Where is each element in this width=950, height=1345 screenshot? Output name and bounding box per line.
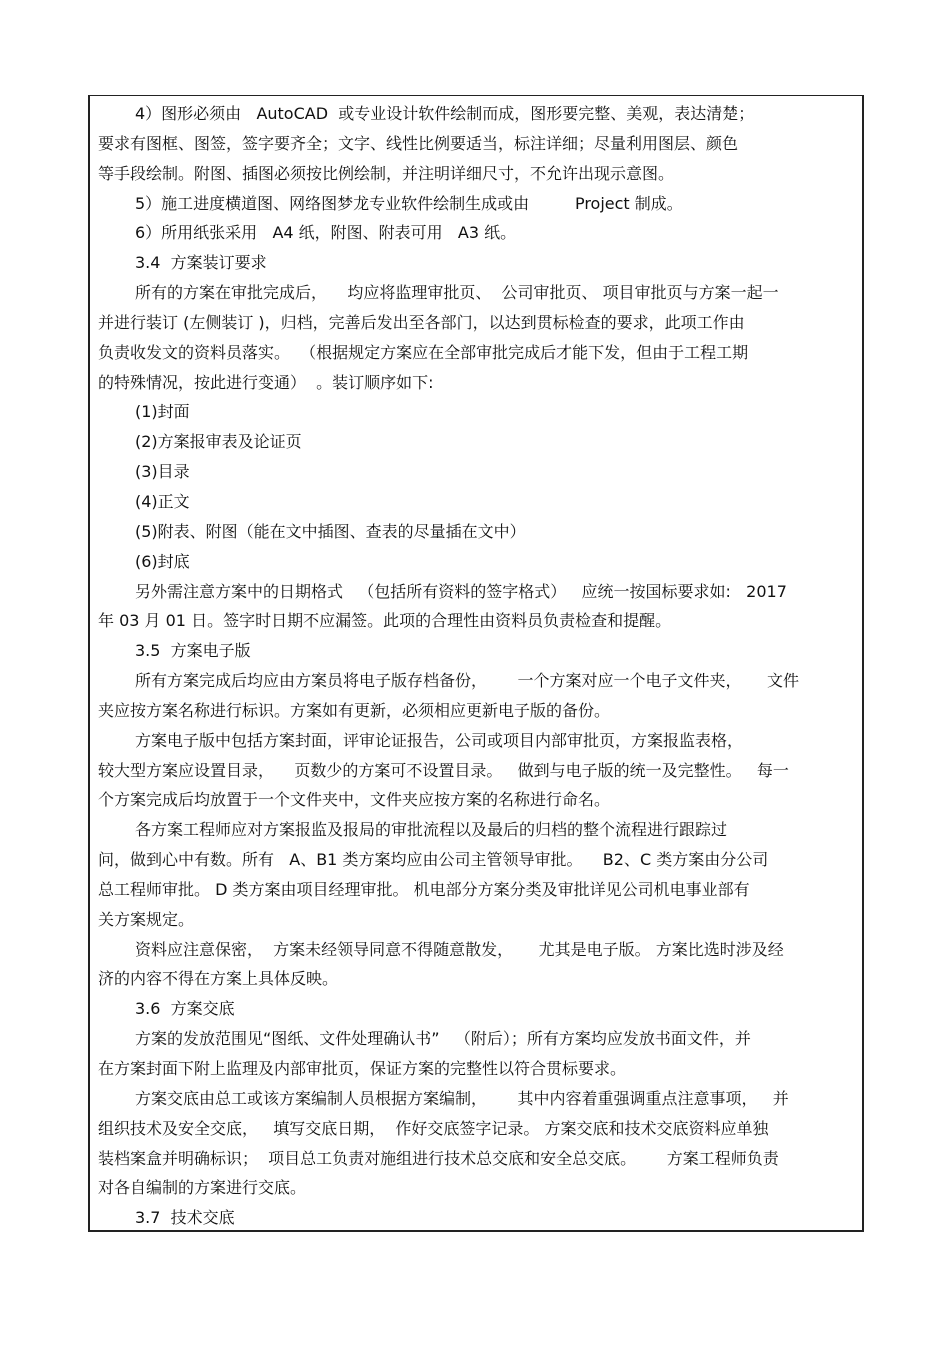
text-line: 另外需注意方案中的日期格式 （包括所有资料的签字格式） 应统一按国标要求如: 2017 (135, 581, 787, 601)
text-line: 6）所用纸张采用 A4 纸，附图、附表可用 A3 纸。 (135, 223, 517, 243)
text-line: 所有方案完成后均应由方案员将电子版存档备份， 一个方案对应一个电子文件夹， 文件 (135, 671, 799, 691)
text-line: 对各自编制的方案进行交底。 (98, 1178, 307, 1198)
text-line: 5）施工进度横道图、网络图梦龙专业软件绘制生成或由 Project 制成。 (135, 193, 683, 213)
text-line: 要求有图框、图签，签字要齐全；文字、线性比例要适当，标注详细；尽量利用图层、颜色 (98, 133, 739, 153)
text-line: 个方案完成后均放置于一个文件夹中，文件夹应按方案的名称进行命名。 (98, 790, 611, 810)
text-line: 3.5 方案电子版 (135, 641, 251, 661)
document-body (98, 99, 858, 1233)
text-line: 3.4 方案装订要求 (135, 253, 267, 273)
text-line: 夹应按方案名称进行标识。方案如有更新，必须相应更新电子版的备份。 (98, 700, 611, 720)
text-line: (2)方案报审表及论证页 (135, 432, 302, 452)
text-line: 问，做到心中有数。所有 A、B1 类方案均应由公司主管领导审批。 B2、C 类方案由分公司 (98, 850, 769, 870)
text-line: 等手段绘制。附图、插图必须按比例绘制，并注明详细尺寸，不允许出现示意图。 (98, 163, 675, 183)
text-line: 负责收发文的资料员落实。 （根据规定方案应在全部审批完成后才能下发，但由于工程工期 (98, 342, 749, 362)
text-line: (5)附表、附图（能在文中插图、查表的尽量插在文中） (135, 521, 526, 541)
text-line: 3.6 方案交底 (135, 999, 235, 1019)
text-line: 年 03 月 01 日。签字时日期不应漏签。此项的合理性由资料员负责检查和提醒。 (98, 611, 672, 631)
text-line: 各方案工程师应对方案报监及报局的审批流程以及最后的归档的整个流程进行跟踪过 (135, 820, 728, 840)
text-line: 关方案规定。 (98, 909, 195, 929)
text-line: (1)封面 (135, 402, 190, 422)
text-line: 方案电子版中包括方案封面，评审论证报告，公司或项目内部审批页，方案报监表格， (135, 730, 744, 750)
text-line: 较大型方案应设置目录， 页数少的方案可不设置目录。 做到与电子版的统一及完整性。 每一 (98, 760, 789, 780)
text-line: 3.7 技术交底 (135, 1208, 235, 1228)
text-line: 并进行装订 (左侧装订 )，归档，完善后发出至各部门，以达到贯标检查的要求，此项工作由 (98, 312, 745, 332)
text-line: 在方案封面下附上监理及内部审批页，保证方案的完整性以符合贯标要求。 (98, 1059, 627, 1078)
text-line: 4）图形必须由 AutoCAD 或专业设计软件绘制而成，图形要完整、美观，表达清楚； (135, 104, 755, 123)
text-line: 的特殊情况，按此进行变通） 。装订顺序如下: (98, 372, 434, 392)
text-line: 方案的发放范围见“图纸、文件处理确认书” （附后）；所有方案均应发放书面文件，并 (135, 1029, 751, 1049)
text-line: 方案交底由总工或该方案编制人员根据方案编制， 其中内容着重强调重点注意事项， 并 (135, 1088, 789, 1108)
text-line: (6)封底 (135, 551, 190, 571)
text-line: (4)正文 (135, 491, 190, 511)
text-line: 组织技术及安全交底， 填写交底日期， 作好交底签字记录。 方案交底和技术交底资料应单独 (98, 1118, 769, 1138)
text-line: 装档案盒并明确标识； 项目总工负责对施组进行技术总交底和安全总交底。 方案工程师负责 (98, 1148, 779, 1168)
text-line: 所有的方案在审批完成后， 均应将监理审批页、 公司审批页、 项目审批页与方案一起一 (135, 283, 779, 303)
text-line: 资料应注意保密， 方案未经领导同意不得随意散发， 尤其是电子版。 方案比选时涉及经 (135, 939, 784, 959)
text-line: 总工程师审批。 D 类方案由项目经理审批。 机电部分方案分类及审批详见公司机电事业部有 (98, 879, 750, 899)
text-line: (3)目录 (135, 462, 190, 482)
document-frame (88, 95, 864, 1232)
text-line: 济的内容不得在方案上具体反映。 (98, 969, 339, 989)
